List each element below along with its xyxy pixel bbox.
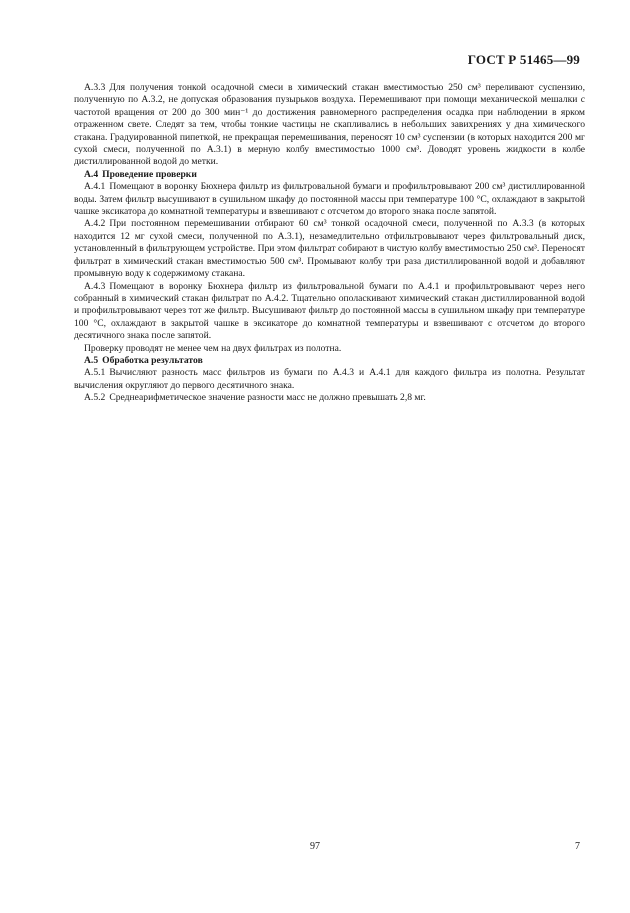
page-number: 97 <box>310 841 320 852</box>
paragraph <box>74 392 585 404</box>
clause-text: При постоянном перемешивании отбирают 60 см³ тонкой осадочной смеси, полученной по А.3.3 (в которых находится 12 мг сухой смеси, полученной по А.3.1), незамедлительно отфильтровывают через фильтровальный диск, установленный в фильтрующем устройстве. При этом фильтрат собирают в чистую колбу вместимостью 250 см³. Переносят фильтрат в химический стакан вместимостью 500 см³. Промывают колбу три раза дистиллированной водой и добавляют промывную воду к содержимому стакана. <box>74 218 585 280</box>
clause-text: Среднеарифметическое значение разности масс не должно превышать 2,8 мг. <box>109 392 426 404</box>
paragraph <box>74 82 585 169</box>
clause-text: Для получения тонкой осадочной смеси в химический стакан вместимостью 250 см³ переливают суспензию, полученную по А.3.2, не допуская образования пузырьков воздуха. Перемешивают при помощи механической мешалки с частотой вращения от 200 до 300 мин⁻¹ до достижения равномерного распределения осадка при наблюдении в ярком отраженном свете. Следят за тем, чтобы тонкие частицы не скапливались в небольших завихрениях у дна химического стакана. Градуированной пипеткой, не прекращая перемешивания, переносят 10 см³ суспензии (в которых находится 200 мг сухой смеси, полученной по А.3.1) в мерную колбу вместимостью 1000 см³. Доводят уровень жидкости в колбе дистиллированной водой до метки. <box>74 82 585 168</box>
clause-text: Вычисляют разность масс фильтров из бумаги по А.4.3 и А.4.1 для каждого фильтра из полотна. Результат вычисления округляют до первого десятичного знака. <box>74 367 585 391</box>
clause-number: А.4 <box>84 168 99 180</box>
paragraph <box>74 343 585 355</box>
paragraph <box>74 218 585 280</box>
paragraph <box>74 281 585 343</box>
document-body <box>74 82 585 405</box>
section-heading <box>74 355 585 367</box>
clause-text: Обработка результатов <box>102 354 203 366</box>
clause-text: Проверку проводят не менее чем на двух фильтрах из полотна. <box>84 342 342 354</box>
clause-number: А.4.3 <box>84 280 106 292</box>
clause-text: Помещают в воронку Бюхнера фильтр из фильтровальной бумаги по А.4.1 и профильтровывают через него собранный в химический стакан фильтрат по А.4.2. Тщательно ополаскивают химический стакан дистиллированной водой и профильтровывают через тот же фильтр. Высушивают фильтр до постоянной массы в сушильном шкафу при температуре 100 °С, охлаждают в закрытой чашке в эксикаторе до комнатной температуры и взвешивают с отсчетом до второго десятичного знака после запятой. <box>74 280 585 342</box>
clause-number: А.5 <box>84 354 99 366</box>
section-heading <box>74 169 585 181</box>
standard-code: ГОСТ Р 51465—99 <box>467 52 580 67</box>
clause-number: А.3.3 <box>84 82 106 93</box>
clause-number: А.5.2 <box>84 392 106 404</box>
clause-number: А.4.2 <box>84 218 106 230</box>
clause-text: Помещают в воронку Бюхнера фильтр из фильтровальной бумаги и профильтровывают 200 см³ дистиллированной воды. Затем фильтр высушивают в сушильном шкафу до постоянной массы при температуре 100 °С, охлаждают в закрытой чашке эксикатора до комнатной температуры и взвешивают с отсчетом до второго знака после запятой. <box>74 181 585 218</box>
clause-text: Проведение проверки <box>102 168 197 180</box>
sheet-number: 7 <box>575 841 580 852</box>
clause-number: А.5.1 <box>84 367 106 379</box>
paragraph <box>74 181 585 218</box>
clause-number: А.4.1 <box>84 181 106 193</box>
paragraph <box>74 367 585 392</box>
